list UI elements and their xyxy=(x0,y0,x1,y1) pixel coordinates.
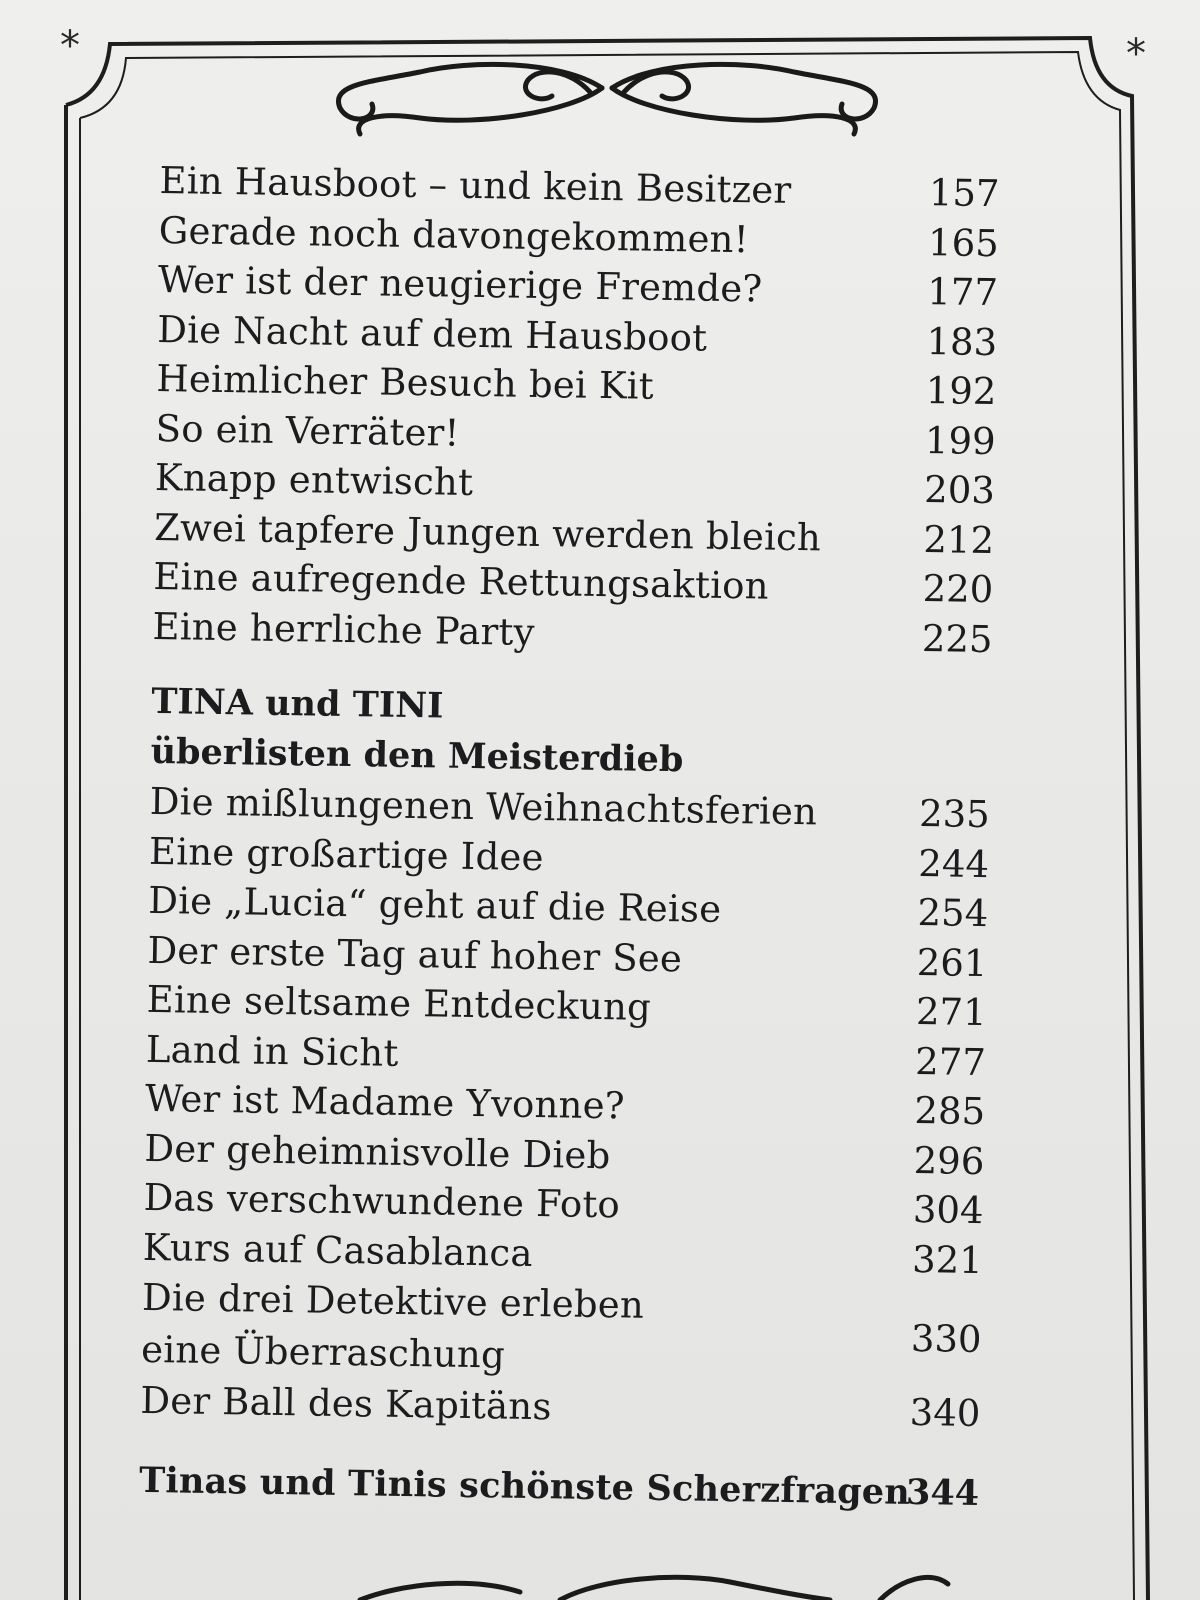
entry-page-number: 183 xyxy=(926,319,998,364)
scroll-ornament-top xyxy=(338,64,875,134)
entry-page-number: 321 xyxy=(911,1237,984,1282)
entry-title: Eine seltsame Entdeckung xyxy=(146,977,652,1029)
entry-title: Gerade noch davongekommen! xyxy=(158,208,750,261)
asterisk-mark-right: * xyxy=(1126,31,1146,77)
entry-title: Ein Hausboot – und kein Besitzer xyxy=(159,158,792,212)
entry-page-number: 285 xyxy=(914,1088,986,1134)
entry-page-number: 225 xyxy=(921,616,993,661)
entry-page-number: 340 xyxy=(909,1390,981,1436)
toc-entry-two-line xyxy=(141,1272,1063,1390)
entry-title: Knapp entwischt xyxy=(154,455,474,504)
entry-title: Kurs auf Casablanca xyxy=(142,1225,533,1275)
entry-page-number: 165 xyxy=(927,220,1000,265)
entry-title: Der erste Tag auf hoher See xyxy=(147,928,683,980)
entry-title: Der geheimnisvolle Dieb xyxy=(144,1126,611,1177)
entry-page-number: 254 xyxy=(917,890,989,936)
entry-title: Eine herrliche Party xyxy=(152,604,535,654)
asterisk-mark-left: * xyxy=(60,23,80,69)
entry-title: Eine aufregende Rettungsaktion xyxy=(153,554,770,608)
entry-page-number: 296 xyxy=(913,1138,985,1183)
entry-page-number: 157 xyxy=(928,171,1000,216)
entry-title: Der Ball des Kapitäns xyxy=(140,1378,552,1429)
entry-title: Land in Sicht xyxy=(145,1027,399,1075)
entry-page-number: 199 xyxy=(924,418,996,463)
entry-title: Die mißlungenen Weihnachtsferien xyxy=(149,779,818,834)
section-heading-line2: überlisten den Meisterdieb xyxy=(150,730,684,781)
entry-page-number: 212 xyxy=(923,517,995,562)
entry-title: Tinas und Tinis schönste Scherzfragen xyxy=(138,1459,911,1513)
scroll-ornament-bottom xyxy=(360,1577,948,1600)
entry-title: Heimlicher Besuch bei Kit xyxy=(156,356,655,408)
entry-page-number: 192 xyxy=(925,369,997,414)
entry-title: Eine großartige Idee xyxy=(148,829,544,879)
table-of-contents xyxy=(139,156,1080,1519)
entry-title: Die „Lucia“ geht auf die Reise xyxy=(147,878,722,931)
entry-title: So ein Verräter! xyxy=(155,406,460,455)
entry-title: Wer ist der neugierige Fremde? xyxy=(157,257,763,311)
entry-page-number: 203 xyxy=(923,468,996,513)
section-heading-line1: TINA und TINI xyxy=(151,680,444,727)
entry-title: Die Nacht auf dem Hausboot xyxy=(156,307,708,360)
entry-page-number: 271 xyxy=(915,989,987,1035)
entry-page-number: 220 xyxy=(922,567,994,612)
entry-title-line1: Die drei Detektive erleben xyxy=(141,1275,645,1327)
entry-page-number: 304 xyxy=(912,1187,984,1233)
entry-page-number: 244 xyxy=(918,841,990,886)
entry-page-number: 177 xyxy=(927,270,999,315)
entry-page-number: 235 xyxy=(918,792,991,837)
entry-title: Zwei tapfere Jungen werden bleich xyxy=(153,505,822,559)
entry-page-number: 277 xyxy=(914,1039,987,1084)
entry-page-number: 330 xyxy=(910,1316,982,1362)
entry-title: Wer ist Madame Yvonne? xyxy=(144,1076,626,1128)
entry-title-line2: eine Überraschung xyxy=(140,1327,506,1377)
entry-page-number: 344 xyxy=(905,1471,980,1514)
entry-title-two-line xyxy=(141,1272,645,1384)
entry-title: Das verschwundene Foto xyxy=(143,1175,621,1227)
entry-page-number: 261 xyxy=(916,940,988,985)
